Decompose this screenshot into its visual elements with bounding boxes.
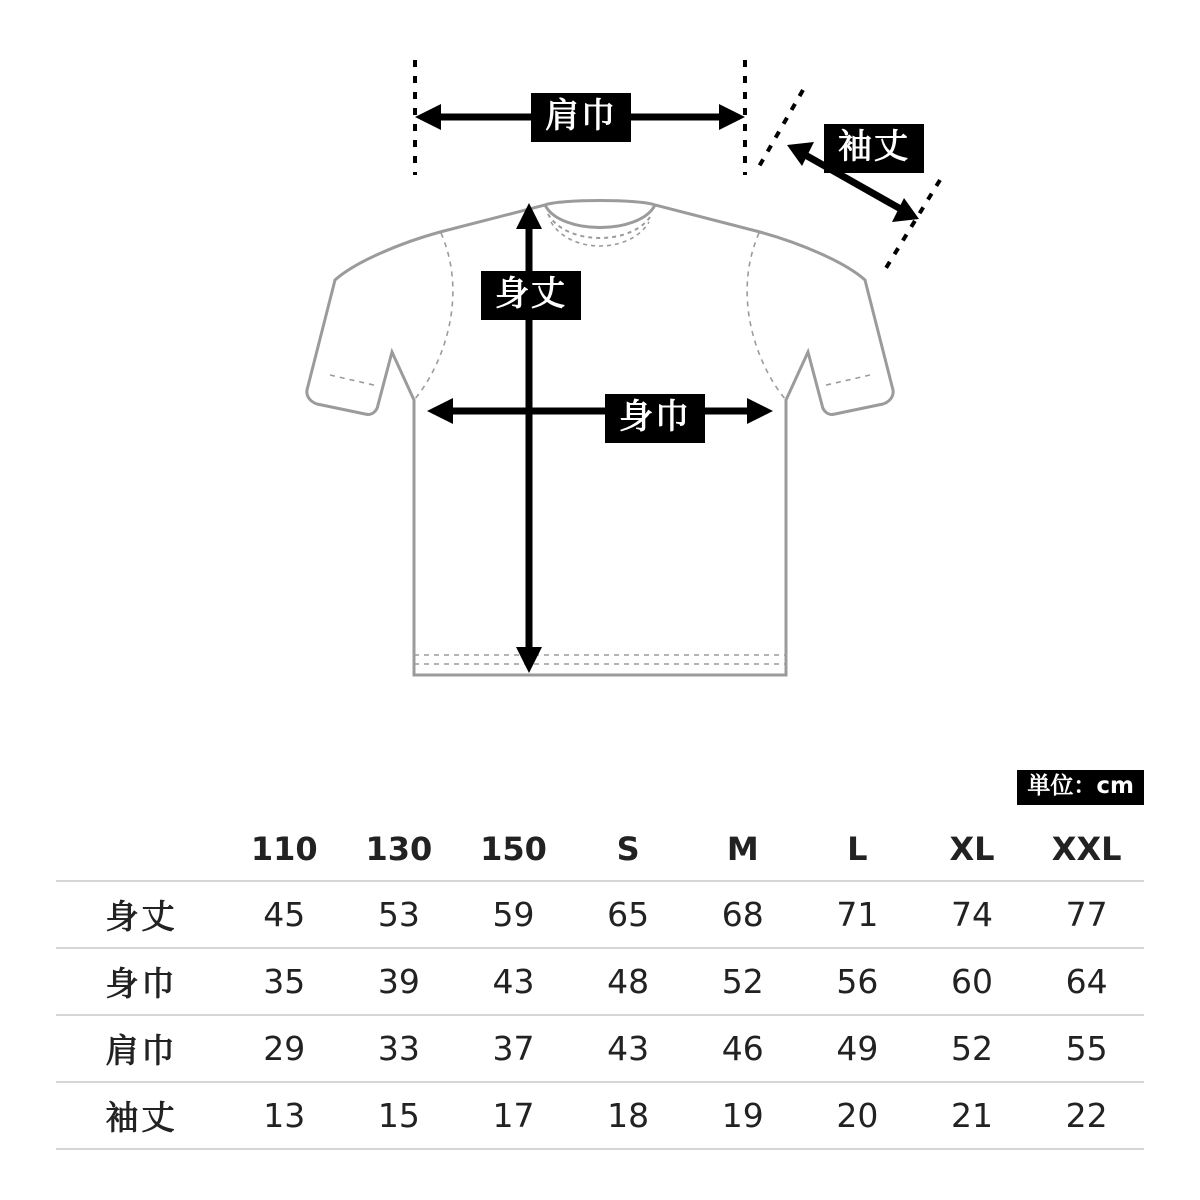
- column-header-m: M: [685, 818, 800, 881]
- cell-shoulder-width-xxl: 55: [1029, 1015, 1144, 1082]
- cell-body-width-l: 56: [800, 948, 915, 1015]
- cell-shoulder-width-150: 37: [456, 1015, 571, 1082]
- table-row: [56, 1082, 1144, 1149]
- cell-body-width-110: 35: [227, 948, 342, 1015]
- cell-sleeve-length-l: 20: [800, 1082, 915, 1149]
- column-header-s: S: [571, 818, 686, 881]
- cell-body-width-m: 52: [685, 948, 800, 1015]
- cell-sleeve-length-110: 13: [227, 1082, 342, 1149]
- tshirt-outline-icon: [307, 201, 893, 676]
- cell-sleeve-length-130: 15: [342, 1082, 457, 1149]
- column-header-xl: XL: [915, 818, 1030, 881]
- cell-body-width-s: 48: [571, 948, 686, 1015]
- cell-sleeve-length-s: 18: [571, 1082, 686, 1149]
- cell-body-length-130: 53: [342, 881, 457, 948]
- row-label-body-length: 身丈: [56, 881, 227, 948]
- cell-sleeve-length-xxl: 22: [1029, 1082, 1144, 1149]
- column-header-150: 150: [456, 818, 571, 881]
- cell-body-length-xl: 74: [915, 881, 1030, 948]
- row-label-body-width: 身巾: [56, 948, 227, 1015]
- table-header-row: [56, 818, 1144, 881]
- cell-shoulder-width-130: 33: [342, 1015, 457, 1082]
- cell-body-width-130: 39: [342, 948, 457, 1015]
- table-corner-cell: [56, 818, 227, 881]
- cell-shoulder-width-s: 43: [571, 1015, 686, 1082]
- cell-body-length-110: 45: [227, 881, 342, 948]
- cell-shoulder-width-xl: 52: [915, 1015, 1030, 1082]
- label-sleeve-length: 袖丈: [824, 124, 924, 173]
- table-row: [56, 881, 1144, 948]
- cell-body-length-m: 68: [685, 881, 800, 948]
- cell-body-width-xxl: 64: [1029, 948, 1144, 1015]
- table-row: [56, 1015, 1144, 1082]
- label-body-width: 身巾: [605, 394, 705, 443]
- row-label-shoulder-width: 肩巾: [56, 1015, 227, 1082]
- cell-sleeve-length-150: 17: [456, 1082, 571, 1149]
- label-shoulder-width: 肩巾: [531, 93, 631, 142]
- unit-badge: 単位：cm: [1017, 770, 1144, 805]
- column-header-110: 110: [227, 818, 342, 881]
- column-header-xxl: XXL: [1029, 818, 1144, 881]
- row-label-sleeve-length: 袖丈: [56, 1082, 227, 1149]
- cell-body-length-l: 71: [800, 881, 915, 948]
- cell-shoulder-width-l: 49: [800, 1015, 915, 1082]
- cell-body-width-150: 43: [456, 948, 571, 1015]
- cell-shoulder-width-110: 29: [227, 1015, 342, 1082]
- cell-sleeve-length-xl: 21: [915, 1082, 1030, 1149]
- column-header-130: 130: [342, 818, 457, 881]
- cell-sleeve-length-m: 19: [685, 1082, 800, 1149]
- body-width-arrow: [427, 398, 773, 424]
- size-table: [56, 818, 1144, 1150]
- table-row: [56, 948, 1144, 1015]
- cell-body-width-xl: 60: [915, 948, 1030, 1015]
- label-body-length: 身丈: [481, 271, 581, 320]
- cell-shoulder-width-m: 46: [685, 1015, 800, 1082]
- column-header-l: L: [800, 818, 915, 881]
- cell-body-length-s: 65: [571, 881, 686, 948]
- cell-body-length-xxl: 77: [1029, 881, 1144, 948]
- cell-body-length-150: 59: [456, 881, 571, 948]
